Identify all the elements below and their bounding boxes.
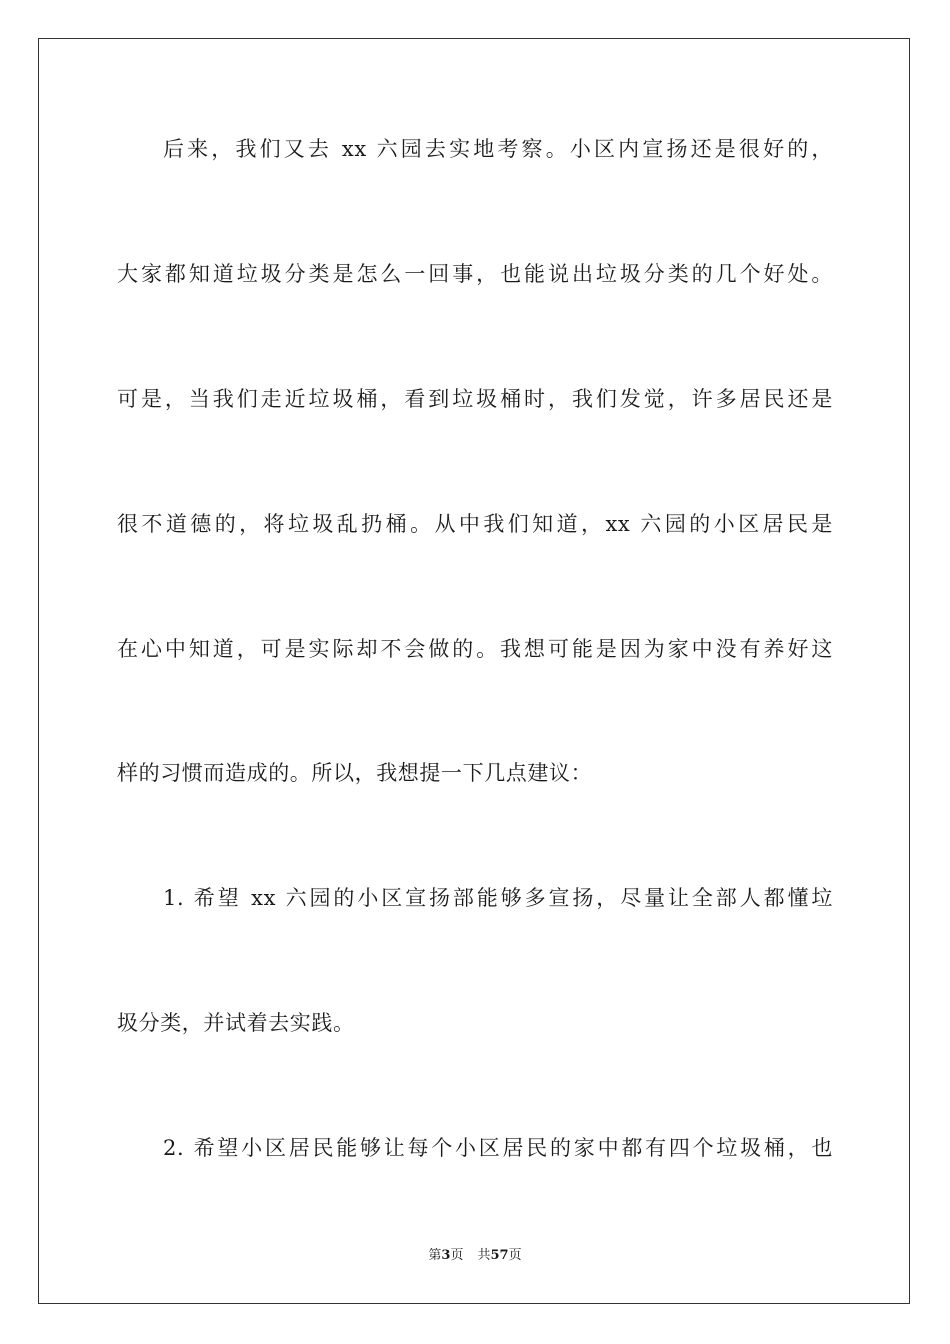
paragraph-line-1: 后来，我们又去 xx 六园去实地考察。小区内宣扬还是很好的， (163, 137, 833, 161)
paragraph-line-6: 样的习惯而造成的。所以，我想提一下几点建议： (117, 761, 593, 785)
page-border (38, 38, 910, 1304)
total-suffix: 页 (508, 1248, 522, 1263)
paragraph-line-5: 在心中知道，可是实际却不会做的。我想可能是因为家中没有养好这 (117, 637, 833, 661)
page-footer (0, 1247, 950, 1265)
page-prefix: 第 (428, 1248, 442, 1263)
list-item-1-line-2: 圾分类，并试着去实践。 (117, 1011, 355, 1035)
total-prefix: 共 (477, 1248, 491, 1263)
list-item-1-line-1: 1. 希望 xx 六园的小区宣扬部能够多宣扬，尽量让全部人都懂垃 (163, 886, 833, 910)
page-number: 3 (441, 1248, 451, 1263)
paragraph-line-4: 很不道德的，将垃圾乱扔桶。从中我们知道，xx 六园的小区居民是 (117, 512, 833, 536)
total-pages: 57 (490, 1248, 509, 1263)
page-suffix: 页 (450, 1248, 464, 1263)
paragraph-line-3: 可是，当我们走近垃圾桶，看到垃圾桶时，我们发觉，许多居民还是 (117, 387, 833, 411)
paragraph-line-2: 大家都知道垃圾分类是怎么一回事，也能说出垃圾分类的几个好处。 (117, 262, 833, 286)
list-item-2-line-1: 2. 希望小区居民能够让每个小区居民的家中都有四个垃圾桶，也 (163, 1136, 833, 1160)
